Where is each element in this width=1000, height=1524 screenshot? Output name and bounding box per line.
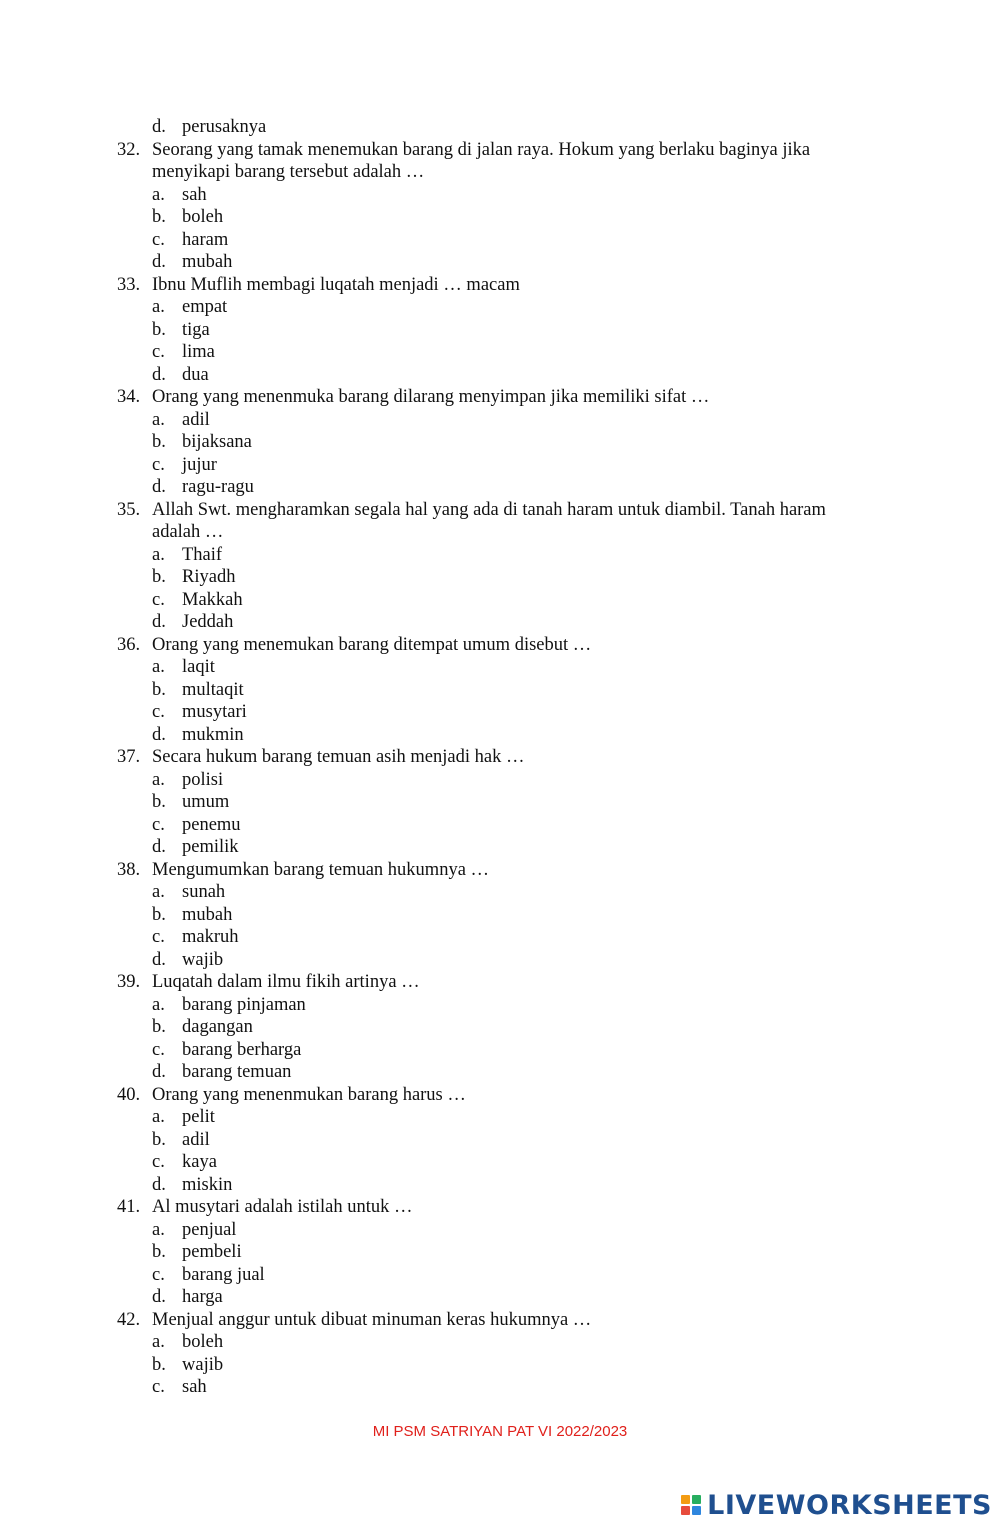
option-text: barang jual <box>182 1264 265 1285</box>
question-number: 39. <box>117 972 141 992</box>
option-letter: c. <box>152 927 165 947</box>
option-text: barang berharga <box>182 1039 302 1060</box>
option-text: barang temuan <box>182 1062 292 1082</box>
question-text: Orang yang menemukan barang ditempat umum disebut … <box>152 634 592 655</box>
option-letter: b. <box>152 207 166 227</box>
option-text: wajib <box>182 1354 224 1375</box>
option-letter: c. <box>152 702 165 722</box>
option-text: haram <box>182 229 229 250</box>
answer-option[interactable] <box>0 454 1000 477</box>
option-letter: c. <box>152 589 165 610</box>
answer-option[interactable] <box>0 926 1000 949</box>
option-text: umum <box>182 792 230 812</box>
question-line <box>0 971 1000 994</box>
question-number: 32. <box>117 139 141 160</box>
option-letter: d. <box>152 612 166 632</box>
answer-option[interactable] <box>0 1016 1000 1039</box>
option-letter: a. <box>152 297 165 317</box>
question-number: 37. <box>117 747 141 767</box>
option-letter: c. <box>152 1039 165 1060</box>
answer-option[interactable] <box>0 1264 1000 1287</box>
answer-option[interactable] <box>0 1061 1000 1084</box>
question-text: Mengumumkan barang temuan hukumnya … <box>152 859 490 880</box>
answer-option[interactable] <box>0 1241 1000 1264</box>
question-text: Ibnu Muflih membagi luqatah menjadi … macam <box>152 274 520 295</box>
option-text: multaqit <box>182 679 244 700</box>
option-text: dagangan <box>182 1017 253 1037</box>
question-line <box>0 499 1000 522</box>
option-text: makruh <box>182 927 239 947</box>
option-text: boleh <box>182 207 224 227</box>
option-letter: a. <box>152 1107 165 1127</box>
option-letter: b. <box>152 432 166 452</box>
option-text: laqit <box>182 657 215 677</box>
option-text: sah <box>182 184 207 205</box>
question-number: 42. <box>117 1309 141 1330</box>
answer-option[interactable] <box>0 431 1000 454</box>
question-text: Luqatah dalam ilmu fikih artinya … <box>152 972 420 992</box>
option-text: polisi <box>182 769 224 790</box>
question-line <box>0 1196 1000 1219</box>
question-text: Al musytari adalah istilah untuk … <box>152 1197 413 1217</box>
worksheet-body <box>0 116 1000 1399</box>
question-text: adalah … <box>152 522 224 542</box>
question-line <box>0 274 1000 297</box>
option-letter: c. <box>152 814 165 835</box>
question-text: Orang yang menenmukan barang harus … <box>152 1084 466 1105</box>
answer-option[interactable] <box>0 701 1000 724</box>
option-letter: b. <box>152 792 166 812</box>
question-text: Allah Swt. mengharamkan segala hal yang ada di tanah haram untuk diambil. Tanah haram <box>152 499 826 520</box>
question-line <box>0 521 1000 544</box>
answer-option[interactable] <box>0 679 1000 702</box>
option-letter: a. <box>152 1219 165 1240</box>
option-text: Riyadh <box>182 567 236 587</box>
answer-option[interactable] <box>0 296 1000 319</box>
question-line <box>0 386 1000 409</box>
logo-square-orange <box>681 1495 690 1504</box>
option-text: pelit <box>182 1107 215 1127</box>
question-line <box>0 139 1000 162</box>
option-text: adil <box>182 409 210 430</box>
option-text: tiga <box>182 319 210 340</box>
question-number: 41. <box>117 1197 141 1217</box>
option-letter: c. <box>152 454 165 475</box>
answer-option[interactable] <box>0 836 1000 859</box>
answer-option[interactable] <box>0 904 1000 927</box>
question-number: 36. <box>117 634 141 655</box>
option-text: mukmin <box>182 724 244 745</box>
answer-option[interactable] <box>0 1354 1000 1377</box>
question-text: Secara hukum barang temuan asih menjadi hak … <box>152 747 525 767</box>
option-letter: a. <box>152 1332 165 1352</box>
option-letter: d. <box>152 364 166 385</box>
question-number: 34. <box>117 387 141 407</box>
option-text: mubah <box>182 904 233 925</box>
answer-option[interactable] <box>0 229 1000 252</box>
answer-option[interactable] <box>0 544 1000 567</box>
option-letter: b. <box>152 1242 166 1262</box>
answer-option[interactable] <box>0 1129 1000 1152</box>
option-text: mubah <box>182 252 233 272</box>
answer-option[interactable] <box>0 1331 1000 1354</box>
option-letter: a. <box>152 994 165 1015</box>
answer-option[interactable] <box>0 1039 1000 1062</box>
option-letter: a. <box>152 409 165 430</box>
option-letter: b. <box>152 567 166 587</box>
option-text: ragu-ragu <box>182 477 254 497</box>
answer-option[interactable] <box>0 1376 1000 1399</box>
option-letter: b. <box>152 319 166 340</box>
option-letter: b. <box>152 1017 166 1037</box>
option-text: lima <box>182 342 215 362</box>
option-text: boleh <box>182 1332 224 1352</box>
option-text: jujur <box>182 454 217 475</box>
option-text: penjual <box>182 1219 237 1240</box>
option-letter: a. <box>152 184 165 205</box>
option-text: sah <box>182 1377 207 1397</box>
brand-name: LIVEWORKSHEETS <box>707 1489 992 1521</box>
option-text: penemu <box>182 814 241 835</box>
option-text: pembeli <box>182 1242 242 1262</box>
answer-option[interactable] <box>0 656 1000 679</box>
question-text: Menjual anggur untuk dibuat minuman keras hukumnya … <box>152 1309 592 1330</box>
question-line <box>0 859 1000 882</box>
question-text: Seorang yang tamak menemukan barang di jalan raya. Hokum yang berlaku baginya jika <box>152 139 811 160</box>
option-letter: d. <box>152 1062 166 1082</box>
logo-square-red <box>681 1506 690 1515</box>
logo-square-blue <box>692 1506 701 1515</box>
option-text: adil <box>182 1129 210 1150</box>
option-letter: d. <box>152 724 166 745</box>
answer-option[interactable] <box>0 116 1000 139</box>
option-letter: d. <box>152 117 166 137</box>
question-number: 35. <box>117 499 141 520</box>
answer-option[interactable] <box>0 611 1000 634</box>
option-letter: a. <box>152 769 165 790</box>
option-text: perusaknya <box>182 117 267 137</box>
option-letter: b. <box>152 679 166 700</box>
question-text: menyikapi barang tersebut adalah … <box>152 162 425 182</box>
footer-text: MI PSM SATRIYAN PAT VI 2022/2023 <box>372 1423 628 1440</box>
answer-option[interactable] <box>0 206 1000 229</box>
option-text: Makkah <box>182 589 243 610</box>
option-letter: d. <box>152 949 166 970</box>
answer-option[interactable] <box>0 589 1000 612</box>
answer-option[interactable] <box>0 1219 1000 1242</box>
answer-option[interactable] <box>0 881 1000 904</box>
answer-option[interactable] <box>0 724 1000 747</box>
answer-option[interactable] <box>0 949 1000 972</box>
question-line <box>0 746 1000 769</box>
logo-square-green <box>692 1495 701 1504</box>
option-letter: c. <box>152 342 165 362</box>
question-line <box>0 1309 1000 1332</box>
answer-option[interactable] <box>0 409 1000 432</box>
option-letter: d. <box>152 252 166 272</box>
answer-option[interactable] <box>0 341 1000 364</box>
option-letter: d. <box>152 477 166 497</box>
answer-option[interactable] <box>0 1286 1000 1309</box>
option-text: Jeddah <box>182 612 234 632</box>
answer-option[interactable] <box>0 319 1000 342</box>
question-line <box>0 161 1000 184</box>
question-number: 33. <box>117 274 141 295</box>
answer-option[interactable] <box>0 1174 1000 1197</box>
answer-option[interactable] <box>0 769 1000 792</box>
option-text: harga <box>182 1287 223 1307</box>
option-text: barang pinjaman <box>182 994 306 1015</box>
answer-option[interactable] <box>0 364 1000 387</box>
question-line <box>0 1084 1000 1107</box>
question-number: 38. <box>117 859 141 880</box>
option-text: Thaif <box>182 544 223 565</box>
option-text: sunah <box>182 882 226 902</box>
option-letter: b. <box>152 1129 166 1150</box>
answer-option[interactable] <box>0 994 1000 1017</box>
answer-option[interactable] <box>0 251 1000 274</box>
answer-option[interactable] <box>0 476 1000 499</box>
answer-option[interactable] <box>0 566 1000 589</box>
option-letter: a. <box>152 544 165 565</box>
option-letter: d. <box>152 837 166 857</box>
option-text: miskin <box>182 1174 233 1195</box>
liveworksheets-logo-icon <box>681 1495 701 1515</box>
option-letter: d. <box>152 1174 166 1195</box>
option-text: wajib <box>182 949 224 970</box>
answer-option[interactable] <box>0 814 1000 837</box>
brand-logo[interactable] <box>681 1488 992 1522</box>
answer-option[interactable] <box>0 791 1000 814</box>
option-letter: b. <box>152 1354 166 1375</box>
option-letter: c. <box>152 1264 165 1285</box>
option-letter: c. <box>152 1377 165 1397</box>
option-letter: a. <box>152 657 165 677</box>
question-line <box>0 634 1000 657</box>
question-text: Orang yang menenmuka barang dilarang menyimpan jika memiliki sifat … <box>152 387 710 407</box>
option-text: empat <box>182 297 228 317</box>
option-text: bijaksana <box>182 432 252 452</box>
answer-option[interactable] <box>0 184 1000 207</box>
option-letter: b. <box>152 904 166 925</box>
answer-option[interactable] <box>0 1106 1000 1129</box>
option-letter: c. <box>152 229 165 250</box>
option-text: dua <box>182 364 209 385</box>
answer-option[interactable] <box>0 1151 1000 1174</box>
option-text: kaya <box>182 1152 217 1172</box>
question-number: 40. <box>117 1084 141 1105</box>
option-letter: d. <box>152 1287 166 1307</box>
option-letter: c. <box>152 1152 165 1172</box>
option-text: musytari <box>182 702 247 722</box>
option-text: pemilik <box>182 837 239 857</box>
option-letter: a. <box>152 882 165 902</box>
